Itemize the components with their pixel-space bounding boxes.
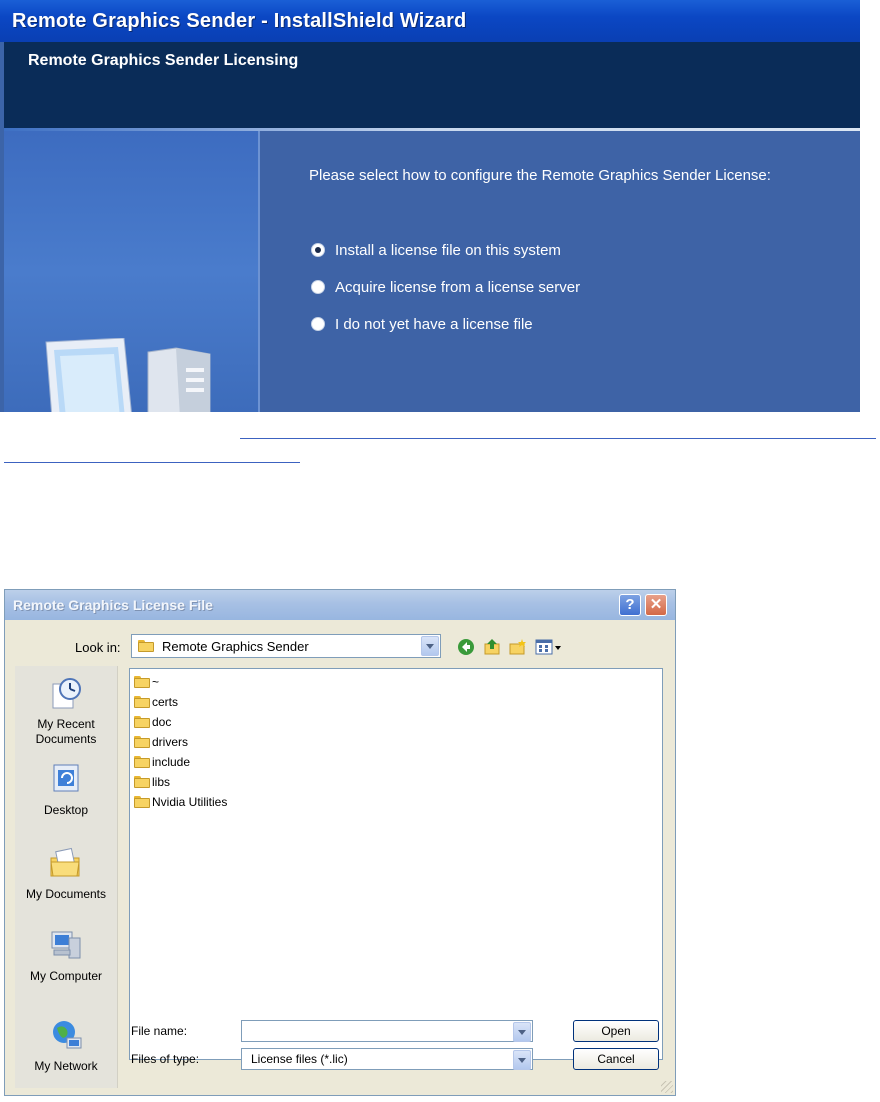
place-label: My Network <box>34 1059 98 1073</box>
wizard-side-panel <box>4 131 258 412</box>
new-folder-icon[interactable] <box>509 638 527 656</box>
list-item[interactable] <box>134 673 159 691</box>
list-item[interactable] <box>134 753 190 771</box>
wizard-content <box>260 131 860 412</box>
place-my-computer[interactable] <box>15 928 117 984</box>
list-item[interactable] <box>134 713 171 731</box>
folder-icon <box>138 640 154 652</box>
wizard-header <box>4 42 860 128</box>
radio-install-license-file[interactable] <box>311 243 325 257</box>
folder-icon <box>134 716 150 728</box>
place-my-documents[interactable] <box>15 846 117 902</box>
place-label: My Recent Documents <box>35 717 97 746</box>
file-name: Nvidia Utilities <box>152 795 228 809</box>
place-my-recent-documents[interactable] <box>15 676 117 747</box>
list-item[interactable] <box>134 693 178 711</box>
places-bar <box>15 666 118 1088</box>
computer-illustration-icon <box>30 338 220 412</box>
option-no-license-file[interactable] <box>311 313 533 335</box>
option-label: I do not yet have a license file <box>335 315 533 333</box>
folder-icon <box>134 736 150 748</box>
file-type-select[interactable] <box>241 1048 533 1070</box>
wizard-title: Remote Graphics Sender - InstallShield Wizard <box>12 10 467 32</box>
file-name: libs <box>152 775 171 789</box>
option-label: Acquire license from a license server <box>335 278 581 296</box>
file-name: drivers <box>152 735 189 749</box>
look-in-label: Look in: <box>75 640 121 655</box>
file-list[interactable] <box>129 668 663 1060</box>
dialog-title: Remote Graphics License File <box>13 597 213 613</box>
cancel-button[interactable]: Cancel <box>573 1048 659 1070</box>
installshield-wizard-window <box>0 0 860 412</box>
place-desktop[interactable] <box>15 762 117 818</box>
folder-icon <box>134 796 150 808</box>
radio-no-license-file[interactable] <box>311 317 325 331</box>
file-name: include <box>152 755 191 769</box>
folder-icon <box>134 776 150 788</box>
chevron-down-icon[interactable] <box>513 1050 531 1070</box>
view-menu-icon[interactable] <box>535 638 563 656</box>
list-item[interactable] <box>134 733 188 751</box>
file-name-input[interactable] <box>241 1020 533 1042</box>
file-name-label: File name: <box>131 1024 188 1038</box>
close-button[interactable]: ✕ <box>645 594 667 616</box>
file-name: certs <box>152 695 179 709</box>
chevron-down-icon[interactable] <box>421 636 439 656</box>
file-type-label: Files of type: <box>131 1052 200 1066</box>
option-acquire-from-server[interactable] <box>311 276 580 298</box>
folder-icon <box>134 756 150 768</box>
my-computer-icon <box>49 928 83 962</box>
file-type-value: License files (*.lic) <box>251 1052 348 1066</box>
desktop-icon <box>49 762 83 796</box>
chevron-down-icon[interactable] <box>513 1022 531 1042</box>
file-name: doc <box>152 715 172 729</box>
back-icon[interactable] <box>457 638 475 656</box>
my-network-icon <box>49 1018 83 1052</box>
list-item[interactable] <box>134 773 170 791</box>
license-file-dialog <box>4 589 676 1096</box>
option-install-license-file[interactable] <box>311 239 561 261</box>
wizard-subtitle: Remote Graphics Sender Licensing <box>28 52 299 69</box>
open-button[interactable]: Open <box>573 1020 659 1042</box>
radio-acquire-from-server[interactable] <box>311 280 325 294</box>
file-name: ~ <box>152 675 160 689</box>
option-label: Install a license file on this system <box>335 241 561 259</box>
wizard-title-bar[interactable] <box>0 0 860 42</box>
list-item[interactable] <box>134 793 227 811</box>
dialog-title-bar[interactable] <box>5 590 675 620</box>
folder-icon <box>134 676 150 688</box>
license-prompt: Please select how to configure the Remote Graphics Sender License: <box>309 167 771 184</box>
hyperlink-underline[interactable] <box>4 462 300 463</box>
recent-documents-icon <box>49 676 83 710</box>
place-label: My Computer <box>29 969 103 983</box>
place-my-network[interactable] <box>15 1018 117 1074</box>
place-label: My Documents <box>25 887 107 901</box>
my-documents-icon <box>49 846 83 880</box>
hyperlink-underline[interactable] <box>240 438 876 439</box>
look-in-value: Remote Graphics Sender <box>162 638 309 654</box>
look-in-dropdown[interactable] <box>131 634 441 658</box>
resize-grip[interactable] <box>661 1081 673 1093</box>
folder-icon <box>134 696 150 708</box>
help-button[interactable]: ? <box>619 594 641 616</box>
place-label: Desktop <box>43 803 89 817</box>
up-folder-icon[interactable] <box>483 638 501 656</box>
